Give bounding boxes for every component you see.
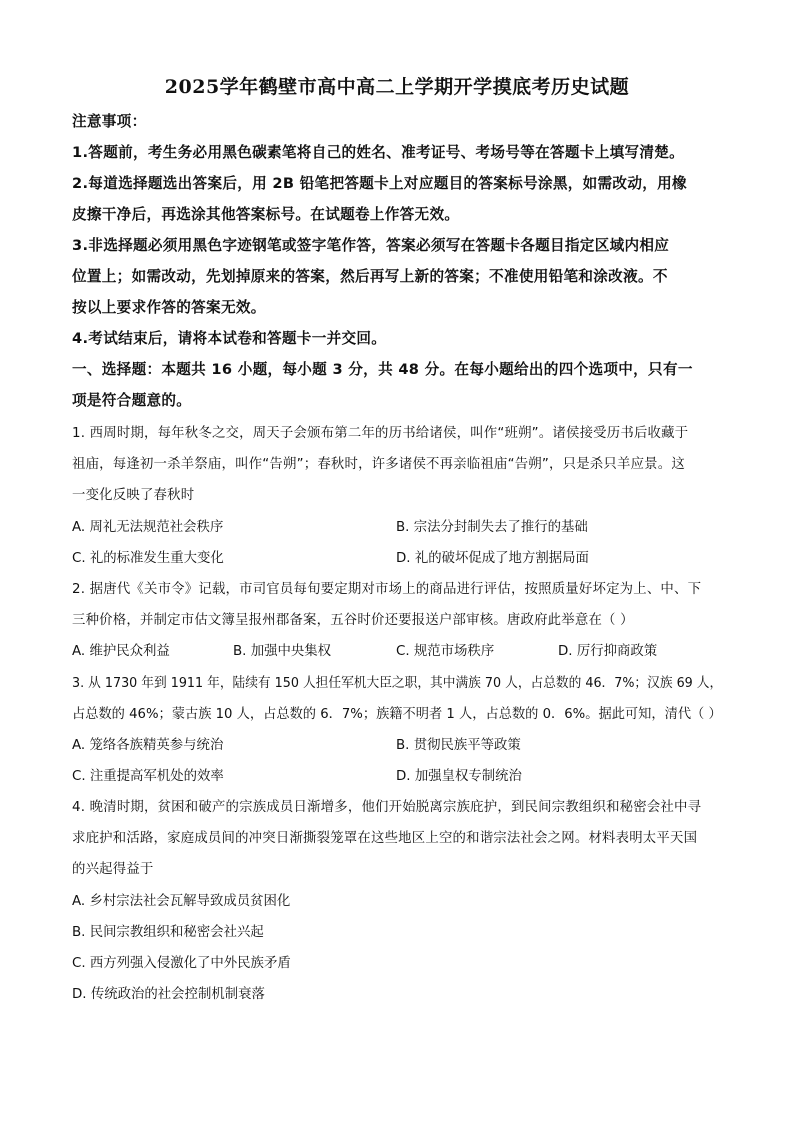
question-1-text: 一变化反映了春秋时 — [72, 488, 195, 503]
notice-heading: 注意事项： — [72, 113, 147, 130]
notice-line: 位置上；如需改动，先划掉原来的答案，然后再写上新的答案；不准使用铅笔和涂改液。不 — [72, 268, 668, 285]
question-2-option-c[interactable]: C. 规范市场秩序 — [396, 644, 495, 659]
question-4-option-d[interactable]: D. 传统政治的社会控制机制衰落 — [72, 987, 265, 1002]
question-2-text: 2. 据唐代《关市令》记载，市司官员每旬要定期对市场上的商品进行评估，按照质量好坏定为上、中、下 — [72, 582, 702, 597]
question-2-option-d[interactable]: D. 厉行抑商政策 — [558, 644, 658, 659]
question-4-option-c[interactable]: C. 西方列强入侵激化了中外民族矛盾 — [72, 956, 291, 971]
notice-line: 4.考试结束后，请将本试卷和答题卡一并交回。 — [72, 330, 387, 347]
question-1-text: 1. 西周时期，每年秋冬之交，周天子会颁布第二年的历书给诸侯，叫作“班朔”。诸侯接受历书后收藏于 — [72, 426, 689, 441]
question-1-option-a[interactable]: A. 周礼无法规范社会秩序 — [72, 520, 224, 535]
notice-line: 皮擦干净后，再选涂其他答案标号。在试题卷上作答无效。 — [72, 206, 460, 223]
question-3-option-b[interactable]: B. 贯彻民族平等政策 — [396, 738, 521, 753]
question-4-option-a[interactable]: A. 乡村宗法社会瓦解导致成员贫困化 — [72, 894, 291, 909]
question-2-option-b[interactable]: B. 加强中央集权 — [233, 644, 332, 659]
question-2-option-a[interactable]: A. 维护民众利益 — [72, 644, 170, 659]
section-heading: 一、选择题：本题共 16 小题，每小题 3 分，共 48 分。在每小题给出的四个选项中，只有一 — [72, 361, 693, 378]
question-2-text: 三种价格，并制定市估文簿呈报州郡备案，五谷时价还要报送户部审核。唐政府此举意在（ ） — [72, 613, 634, 628]
notice-line: 按以上要求作答的答案无效。 — [72, 299, 266, 316]
question-1-option-d[interactable]: D. 礼的破坏促成了地方割据局面 — [396, 551, 589, 566]
question-3-option-d[interactable]: D. 加强皇权专制统治 — [396, 769, 522, 784]
question-3-text: 3. 从 1730 年到 1911 年，陆续有 150 人担任军机大臣之职，其中满族 70 人，占总数的 46．7%；汉族 69 人， — [72, 676, 723, 691]
question-3-text: 占总数的 46%；蒙古族 10 人，占总数的 6．7%；族籍不明者 1 人，占总数的 0．6%。据此可知，清代（ ） — [72, 707, 722, 722]
notice-line: 1.答题前，考生务必用黑色碳素笔将自己的姓名、准考证号、考场号等在答题卡上填写清楚。 — [72, 144, 685, 161]
question-4-option-b[interactable]: B. 民间宗教组织和秘密会社兴起 — [72, 925, 264, 940]
question-4-text: 的兴起得益于 — [72, 862, 154, 877]
question-3-option-c[interactable]: C. 注重提高军机处的效率 — [72, 769, 224, 784]
question-1-text: 祖庙，每逢初一杀羊祭庙，叫作“告朔”；春秋时，许多诸侯不再亲临祖庙“告朔”，只是杀只羊应景。这 — [72, 457, 685, 472]
question-1-option-b[interactable]: B. 宗法分封制失去了推行的基础 — [396, 520, 588, 535]
question-4-text: 4. 晚清时期，贫困和破产的宗族成员日渐增多，他们开始脱离宗族庇护，到民间宗教组织和秘密会社中寻 — [72, 800, 702, 815]
question-1-option-c[interactable]: C. 礼的标准发生重大变化 — [72, 551, 224, 566]
page-title: 2025学年鹤壁市高中高二上学期开学摸底考历史试题 — [164, 76, 630, 98]
notice-line: 2.每道选择题选出答案后，用 2B 铅笔把答题卡上对应题目的答案标号涂黑，如需改动，用橡 — [72, 175, 687, 192]
question-4-text: 求庇护和活路，家庭成员间的冲突日渐撕裂笼罩在这些地区上空的和谐宗法社会之网。材料表明太平天国 — [72, 831, 698, 846]
section-heading: 项是符合题意的。 — [72, 392, 192, 409]
question-3-option-a[interactable]: A. 笼络各族精英参与统治 — [72, 738, 224, 753]
notice-line: 3.非选择题必须用黑色字迹钢笔或签字笔作答，答案必须写在答题卡各题目指定区域内相应 — [72, 237, 670, 254]
